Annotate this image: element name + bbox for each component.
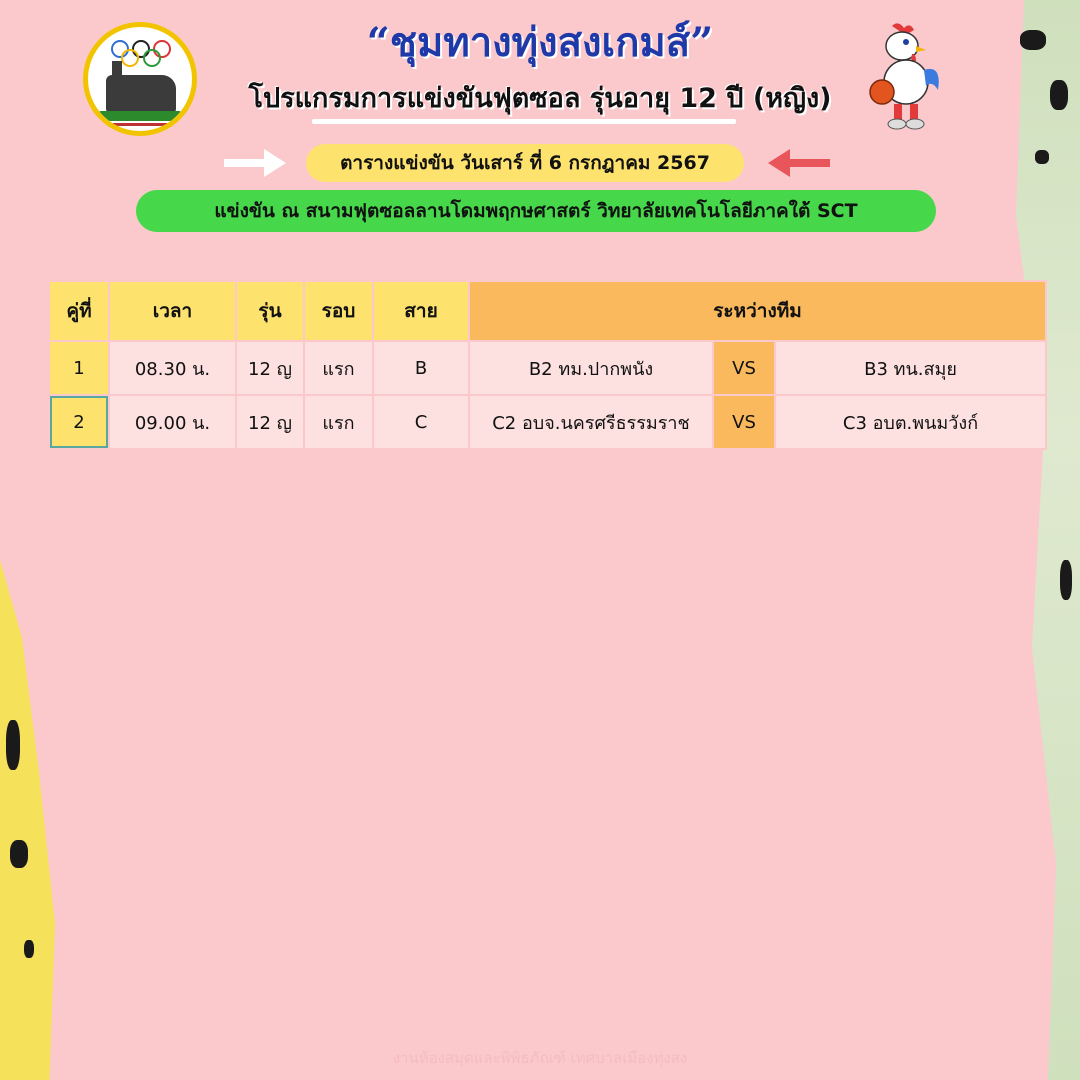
header-teams: ระหว่างทีม — [469, 281, 1046, 341]
cell-vs[interactable]: VS — [713, 395, 775, 449]
table-row — [49, 395, 1046, 449]
left-edge-decoration — [0, 560, 55, 1080]
paint-speck — [1035, 150, 1049, 164]
header-pair: คู่ที่ — [49, 281, 109, 341]
cell-group[interactable]: B — [373, 341, 469, 395]
cell-group[interactable]: C — [373, 395, 469, 449]
cell-pair[interactable]: 2 — [49, 395, 109, 449]
paint-speck — [1060, 560, 1072, 600]
cell-round[interactable]: แรก — [304, 341, 373, 395]
paint-speck — [6, 720, 20, 770]
logo-divider — [96, 123, 184, 126]
header-group: สาย — [373, 281, 469, 341]
cell-team-a[interactable]: C2 อบจ.นครศรีธรรมราช — [469, 395, 713, 449]
cell-team-b[interactable]: B3 ทน.สมุย — [775, 341, 1046, 395]
header-division: รุ่น — [236, 281, 304, 341]
footer-watermark: งานห้องสมุดและพิพิธภัณฑ์ เทศบาลเมืองทุ่งสง — [392, 1049, 688, 1067]
header-round: รอบ — [304, 281, 373, 341]
cell-division[interactable]: 12 ญ — [236, 341, 304, 395]
date-banner: ตารางแข่งขัน วันเสาร์ ที่ 6 กรกฎาคม 2567 — [306, 144, 744, 182]
cell-team-a[interactable]: B2 ทม.ปากพนัง — [469, 341, 713, 395]
cell-time[interactable]: 08.30 น. — [109, 341, 236, 395]
arrow-right-icon — [222, 147, 288, 179]
paint-speck — [10, 840, 28, 868]
arrow-left-icon — [766, 147, 832, 179]
cell-vs[interactable]: VS — [713, 341, 775, 395]
venue-banner: แข่งขัน ณ สนามฟุตซอลลานโดมพฤกษศาสตร์ วิทยาลัยเทคโนโลยีภาคใต้ SCT — [136, 190, 936, 232]
event-title: “ชุมทางทุ่งสงเกมส์” — [366, 19, 714, 66]
cell-round[interactable]: แรก — [304, 395, 373, 449]
cell-division[interactable]: 12 ญ — [236, 395, 304, 449]
table-header-row — [49, 281, 1046, 341]
table-row — [49, 341, 1046, 395]
cell-team-b[interactable]: C3 อบต.พนมวังก์ — [775, 395, 1046, 449]
subtitle-underline — [312, 119, 736, 124]
match-schedule-table — [48, 280, 1047, 450]
cell-pair[interactable]: 1 — [49, 341, 109, 395]
program-subtitle: โปรแกรมการแข่งขันฟุตซอล รุ่นอายุ 12 ปี (หญิง) — [248, 83, 832, 114]
paint-speck — [24, 940, 34, 958]
header-time: เวลา — [109, 281, 236, 341]
cell-time[interactable]: 09.00 น. — [109, 395, 236, 449]
